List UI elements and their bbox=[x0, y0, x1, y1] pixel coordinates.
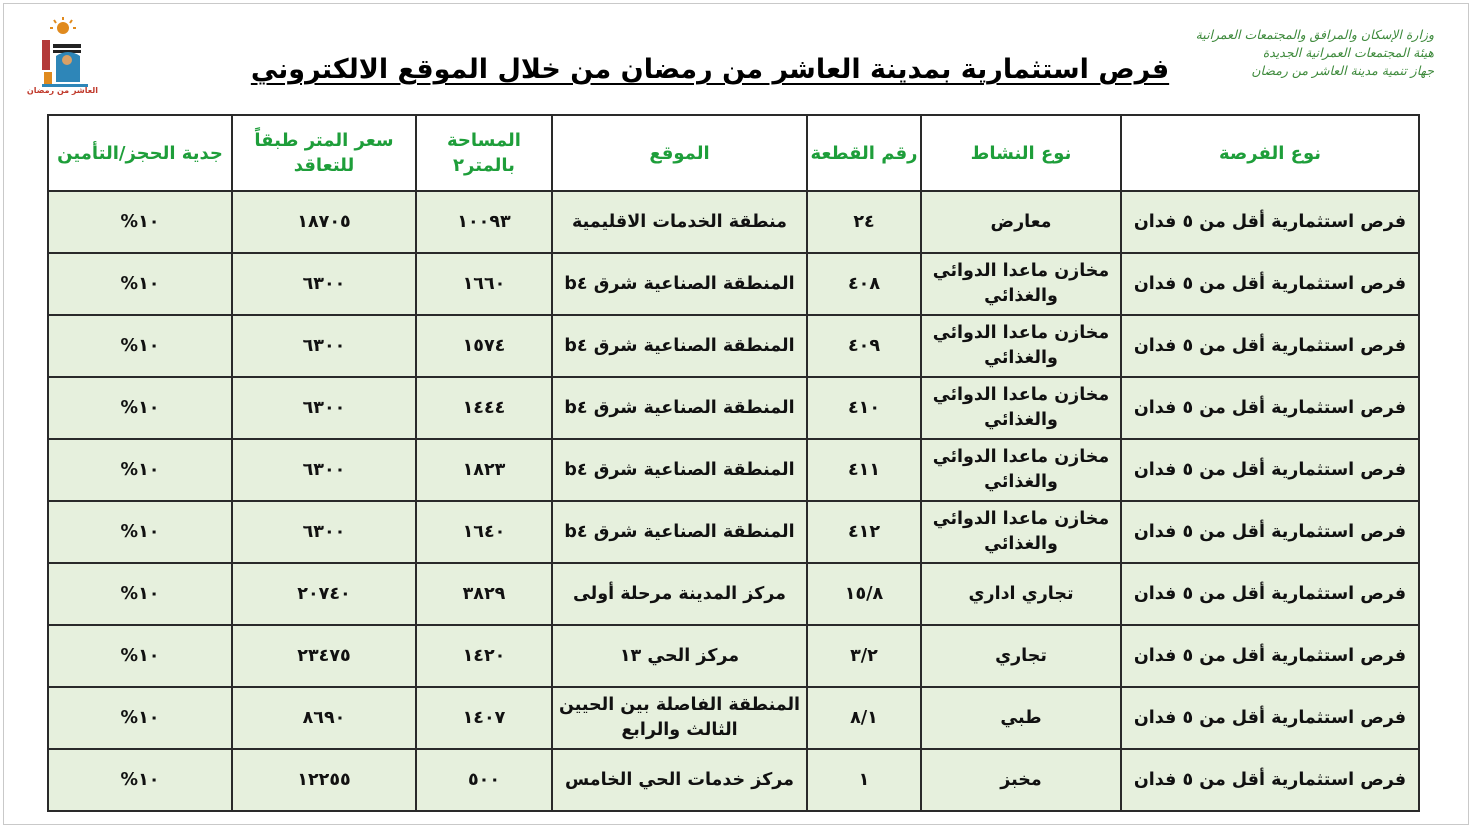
cell-plot-number: ٣/٢ bbox=[807, 625, 921, 687]
cell-plot-number: ٤١٢ bbox=[807, 501, 921, 563]
organization-header bbox=[1194, 26, 1434, 80]
table-row bbox=[48, 191, 1419, 253]
cell-area: ١٠٠٩٣ bbox=[416, 191, 552, 253]
cell-opportunity-type: فرص استثمارية أقل من ٥ فدان bbox=[1121, 315, 1419, 377]
table-header-row bbox=[48, 115, 1419, 191]
cell-location: المنطقة الصناعية شرق b٤ bbox=[552, 253, 807, 315]
cell-opportunity-type: فرص استثمارية أقل من ٥ فدان bbox=[1121, 625, 1419, 687]
cell-area: ١٦٦٠ bbox=[416, 253, 552, 315]
cell-location: المنطقة الفاصلة بين الحيين الثالث والرابع bbox=[552, 687, 807, 749]
cell-plot-number: ٤٠٨ bbox=[807, 253, 921, 315]
cell-price-per-meter: ٢٣٤٧٥ bbox=[232, 625, 416, 687]
cell-area: ١٤٢٠ bbox=[416, 625, 552, 687]
cell-area: ١٤٠٧ bbox=[416, 687, 552, 749]
cell-plot-number: ٤١٠ bbox=[807, 377, 921, 439]
cell-activity-type: تجاري bbox=[921, 625, 1121, 687]
cell-area: ١٨٢٣ bbox=[416, 439, 552, 501]
cell-location: منطقة الخدمات الاقليمية bbox=[552, 191, 807, 253]
page-title-text: فرص استثمارية بمدينة العاشر من رمضان من خلال الموقع الالكتروني bbox=[250, 54, 1170, 85]
table-row bbox=[48, 253, 1419, 315]
cell-deposit: ١٠% bbox=[48, 377, 232, 439]
cell-price-per-meter: ٦٣٠٠ bbox=[232, 253, 416, 315]
cell-plot-number: ٤١١ bbox=[807, 439, 921, 501]
cell-area: ٥٠٠ bbox=[416, 749, 552, 811]
header-price-per-meter: سعر المتر طبقاً للتعاقد bbox=[232, 115, 416, 191]
cell-plot-number: ١٥/٨ bbox=[807, 563, 921, 625]
table-row bbox=[48, 749, 1419, 811]
cell-location: مركز الحي ١٣ bbox=[552, 625, 807, 687]
cell-opportunity-type: فرص استثمارية أقل من ٥ فدان bbox=[1121, 191, 1419, 253]
page-title bbox=[240, 54, 1180, 85]
cell-area: ١٦٤٠ bbox=[416, 501, 552, 563]
cell-price-per-meter: ١٨٧٠٥ bbox=[232, 191, 416, 253]
cell-opportunity-type: فرص استثمارية أقل من ٥ فدان bbox=[1121, 377, 1419, 439]
cell-deposit: ١٠% bbox=[48, 501, 232, 563]
cell-activity-type: مخبز bbox=[921, 749, 1121, 811]
header-deposit: جدية الحجز/التأمين bbox=[48, 115, 232, 191]
cell-opportunity-type: فرص استثمارية أقل من ٥ فدان bbox=[1121, 563, 1419, 625]
cell-opportunity-type: فرص استثمارية أقل من ٥ فدان bbox=[1121, 687, 1419, 749]
ministry-name: وزارة الإسكان والمرافق والمجتمعات العمرانية bbox=[1195, 27, 1434, 42]
cell-deposit: ١٠% bbox=[48, 191, 232, 253]
table-row bbox=[48, 439, 1419, 501]
authority-name: هيئة المجتمعات العمرانية الجديدة bbox=[1262, 45, 1434, 60]
cell-activity-type: مخازن ماعدا الدوائي والغذائي bbox=[921, 253, 1121, 315]
table-row bbox=[48, 315, 1419, 377]
cell-location: المنطقة الصناعية شرق b٤ bbox=[552, 377, 807, 439]
cell-location: مركز المدينة مرحلة أولى bbox=[552, 563, 807, 625]
cell-area: ٣٨٢٩ bbox=[416, 563, 552, 625]
header-opportunity-type: نوع الفرصة bbox=[1121, 115, 1419, 191]
cell-deposit: ١٠% bbox=[48, 253, 232, 315]
table-row bbox=[48, 625, 1419, 687]
cell-opportunity-type: فرص استثمارية أقل من ٥ فدان bbox=[1121, 253, 1419, 315]
cell-activity-type: معارض bbox=[921, 191, 1121, 253]
cell-price-per-meter: ٦٣٠٠ bbox=[232, 377, 416, 439]
cell-deposit: ١٠% bbox=[48, 439, 232, 501]
cell-price-per-meter: ٦٣٠٠ bbox=[232, 315, 416, 377]
cell-price-per-meter: ٨٦٩٠ bbox=[232, 687, 416, 749]
header-area: المساحة بالمتر٢ bbox=[416, 115, 552, 191]
header-plot-number: رقم القطعة bbox=[807, 115, 921, 191]
cell-opportunity-type: فرص استثمارية أقل من ٥ فدان bbox=[1121, 749, 1419, 811]
table-row bbox=[48, 563, 1419, 625]
cell-activity-type: مخازن ماعدا الدوائي والغذائي bbox=[921, 439, 1121, 501]
cell-activity-type: طبي bbox=[921, 687, 1121, 749]
cell-deposit: ١٠% bbox=[48, 625, 232, 687]
cell-activity-type: مخازن ماعدا الدوائي والغذائي bbox=[921, 501, 1121, 563]
cell-location: مركز خدمات الحي الخامس bbox=[552, 749, 807, 811]
header-activity-type: نوع النشاط bbox=[921, 115, 1121, 191]
cell-price-per-meter: ٦٣٠٠ bbox=[232, 501, 416, 563]
cell-plot-number: ٢٤ bbox=[807, 191, 921, 253]
cell-activity-type: تجاري اداري bbox=[921, 563, 1121, 625]
cell-plot-number: ١ bbox=[807, 749, 921, 811]
cell-activity-type: مخازن ماعدا الدوائي والغذائي bbox=[921, 315, 1121, 377]
cell-area: ١٤٤٤ bbox=[416, 377, 552, 439]
cell-price-per-meter: ٢٠٧٤٠ bbox=[232, 563, 416, 625]
cell-price-per-meter: ١٢٢٥٥ bbox=[232, 749, 416, 811]
cell-area: ١٥٧٤ bbox=[416, 315, 552, 377]
table-row bbox=[48, 377, 1419, 439]
cell-location: المنطقة الصناعية شرق b٤ bbox=[552, 501, 807, 563]
cell-deposit: ١٠% bbox=[48, 687, 232, 749]
cell-plot-number: ٨/١ bbox=[807, 687, 921, 749]
agency-name: جهاز تنمية مدينة العاشر من رمضان bbox=[1251, 63, 1434, 78]
investment-opportunities-table bbox=[47, 114, 1420, 812]
cell-location: المنطقة الصناعية شرق b٤ bbox=[552, 439, 807, 501]
table-row bbox=[48, 501, 1419, 563]
cell-deposit: ١٠% bbox=[48, 315, 232, 377]
cell-opportunity-type: فرص استثمارية أقل من ٥ فدان bbox=[1121, 439, 1419, 501]
cell-opportunity-type: فرص استثمارية أقل من ٥ فدان bbox=[1121, 501, 1419, 563]
cell-location: المنطقة الصناعية شرق b٤ bbox=[552, 315, 807, 377]
cell-activity-type: مخازن ماعدا الدوائي والغذائي bbox=[921, 377, 1121, 439]
cell-price-per-meter: ٦٣٠٠ bbox=[232, 439, 416, 501]
logo-caption: العاشر من رمضان bbox=[26, 86, 98, 95]
cell-deposit: ١٠% bbox=[48, 563, 232, 625]
cell-plot-number: ٤٠٩ bbox=[807, 315, 921, 377]
cell-deposit: ١٠% bbox=[48, 749, 232, 811]
header-location: الموقع bbox=[552, 115, 807, 191]
table-row bbox=[48, 687, 1419, 749]
